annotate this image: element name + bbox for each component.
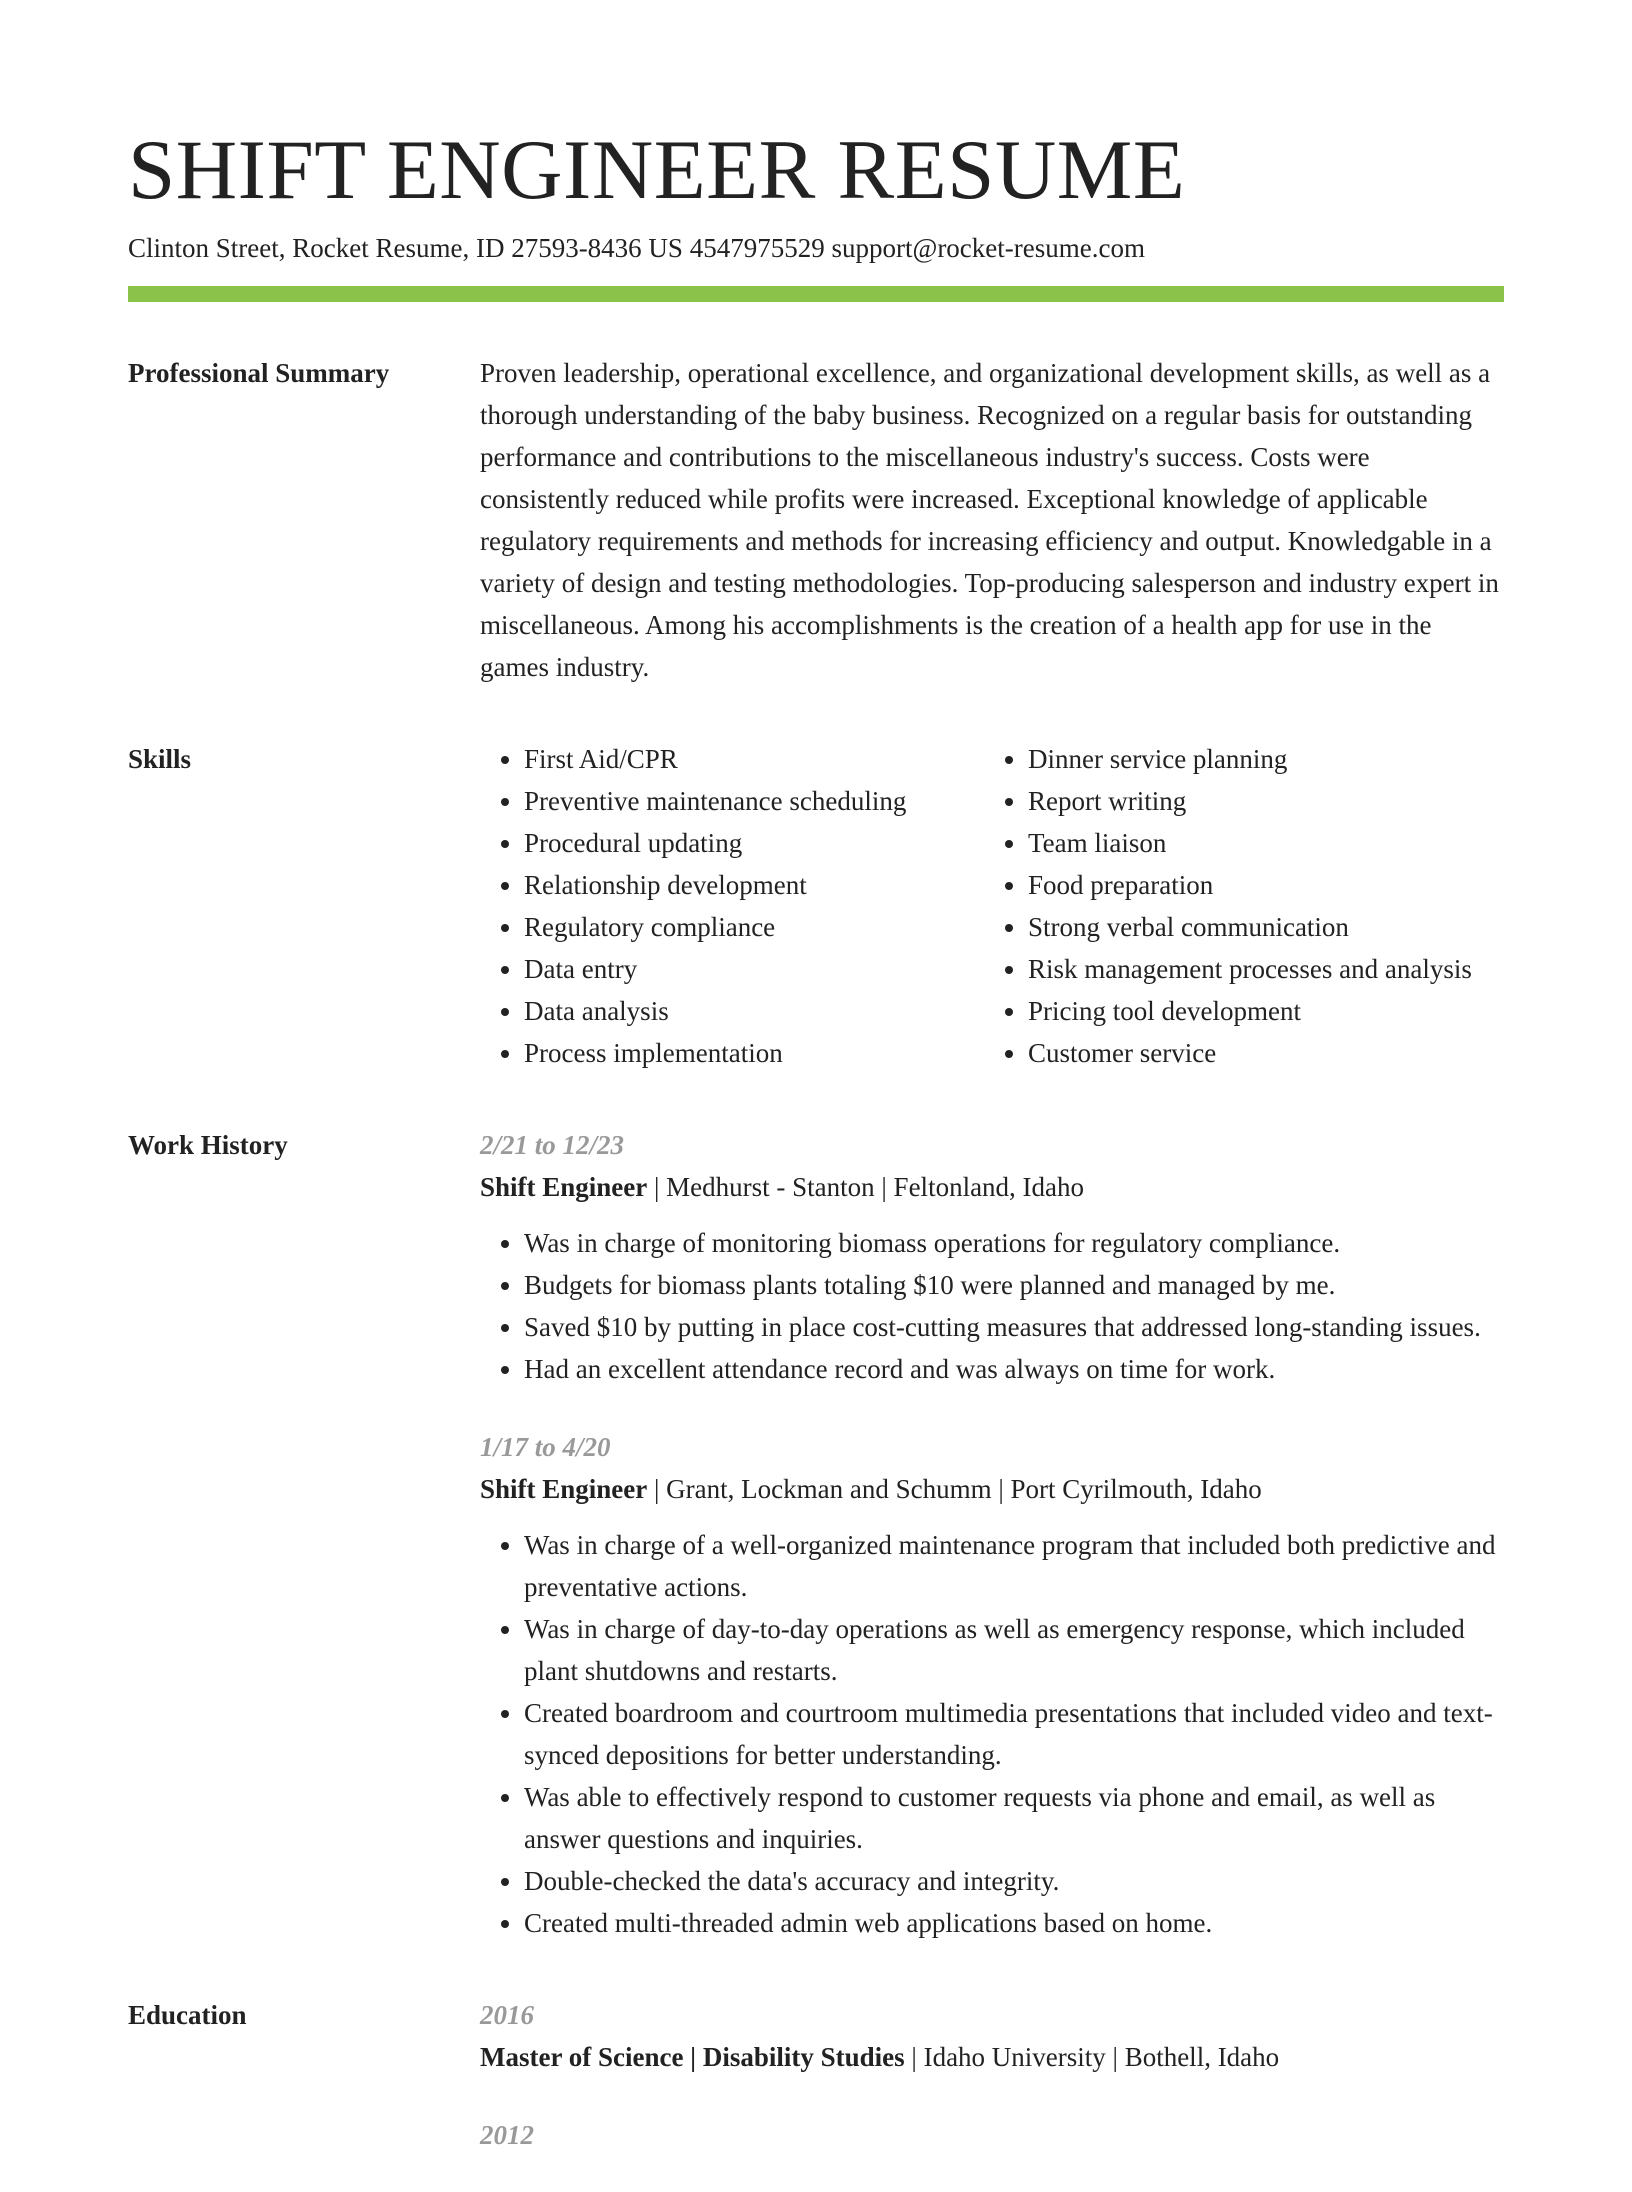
job-bullet: • Was able to effectively respond to customer requests via phone and email, as well as answer questions and inquiries. [524, 1776, 1504, 1860]
skill-item: • Team liaison [1028, 822, 1504, 864]
job-entry [480, 1426, 1504, 1944]
education-date: 2016 [480, 2000, 534, 2030]
job-bullets [480, 1222, 1504, 1390]
skill-item: • Customer service [1028, 1032, 1504, 1074]
skill-item: • Report writing [1028, 780, 1504, 822]
skill-item: • Strong verbal communication [1028, 906, 1504, 948]
job-details: | Grant, Lockman and Schumm | Port Cyrilmouth, Idaho [647, 1474, 1262, 1504]
resume-page [128, 120, 1504, 2192]
job-bullet: • Was in charge of a well-organized maintenance program that included both predictive and preventative actions. [524, 1524, 1504, 1608]
summary-section [128, 352, 1504, 688]
section-label-education: Education [128, 2000, 247, 2030]
job-details: | Medhurst - Stanton | Feltonland, Idaho [647, 1172, 1085, 1202]
job-bullet: • Created boardroom and courtroom multimedia presentations that included video and text-synced depositions for better understanding. [524, 1692, 1504, 1776]
job-bullets [480, 1524, 1504, 1944]
skill-item: • Pricing tool development [1028, 990, 1504, 1032]
skill-item: • Dinner service planning [1028, 738, 1504, 780]
section-label-summary: Professional Summary [128, 358, 390, 388]
accent-divider [128, 286, 1504, 302]
skill-item: • Food preparation [1028, 864, 1504, 906]
job-bullet: • Created multi-threaded admin web applications based on home. [524, 1902, 1504, 1944]
job-role: Shift Engineer [480, 1172, 648, 1202]
section-label-skills: Skills [128, 744, 192, 774]
job-bullet: • Double-checked the data's accuracy and integrity. [524, 1860, 1504, 1902]
skill-item: • Risk management processes and analysis [1028, 948, 1504, 990]
education-entry [480, 2114, 1504, 2156]
job-bullet: • Was in charge of monitoring biomass operations for regulatory compliance. [524, 1222, 1504, 1264]
job-bullet: • Saved $10 by putting in place cost-cutting measures that addressed long-standing issues. [524, 1306, 1504, 1348]
job-heading [480, 1468, 1504, 1510]
resume-title: SHIFT ENGINEER RESUME [128, 123, 1186, 217]
section-label-work: Work History [128, 1130, 288, 1160]
education-section [128, 1994, 1504, 2192]
job-role: Shift Engineer [480, 1474, 648, 1504]
work-history-section [128, 1124, 1504, 1944]
job-bullet: • Budgets for biomass plants totaling $10 were planned and managed by me. [524, 1264, 1504, 1306]
education-entry [480, 1994, 1504, 2078]
skill-item: • Preventive maintenance scheduling [524, 780, 984, 822]
job-bullet: • Had an excellent attendance record and was always on time for work. [524, 1348, 1504, 1390]
skill-item: • Data analysis [524, 990, 984, 1032]
education-date: 2012 [480, 2120, 534, 2150]
skill-item: • Process implementation [524, 1032, 984, 1074]
job-bullet: • Was in charge of day-to-day operations as well as emergency response, which included plant shutdowns and restarts. [524, 1608, 1504, 1692]
job-date: 2/21 to 12/23 [480, 1130, 625, 1160]
skills-list-right [984, 738, 1504, 1074]
education-degree: Master of Science | Disability Studies [480, 2042, 905, 2072]
skill-item: • First Aid/CPR [524, 738, 984, 780]
summary-text: Proven leadership, operational excellence, and organizational development skills, as well as a thorough understanding of the baby business. Recognized on a regular basis for outstanding performance and contributions to the miscellaneous industry's success. Costs were consistently reduced while profits were increased. Exceptional knowledge of applicable regulatory requirements and methods for increasing efficiency and output. Knowledgable in a variety of design and testing methodologies. Top-producing salesperson and industry expert in miscellaneous. Among his accomplishments is the creation of a health app for use in the games industry. [480, 358, 1499, 682]
skills-list-left [480, 738, 984, 1074]
job-entry [480, 1124, 1504, 1390]
education-heading [480, 2036, 1504, 2078]
job-date: 1/17 to 4/20 [480, 1432, 611, 1462]
skill-item: • Data entry [524, 948, 984, 990]
skill-item: • Regulatory compliance [524, 906, 984, 948]
skill-item: • Procedural updating [524, 822, 984, 864]
education-details: | Idaho University | Bothell, Idaho [904, 2042, 1280, 2072]
job-heading [480, 1166, 1504, 1208]
skill-item: • Relationship development [524, 864, 984, 906]
contact-line: Clinton Street, Rocket Resume, ID 27593-8436 US 4547975529 support@rocket-resume.com [128, 233, 1145, 263]
skills-section [128, 738, 1504, 1074]
